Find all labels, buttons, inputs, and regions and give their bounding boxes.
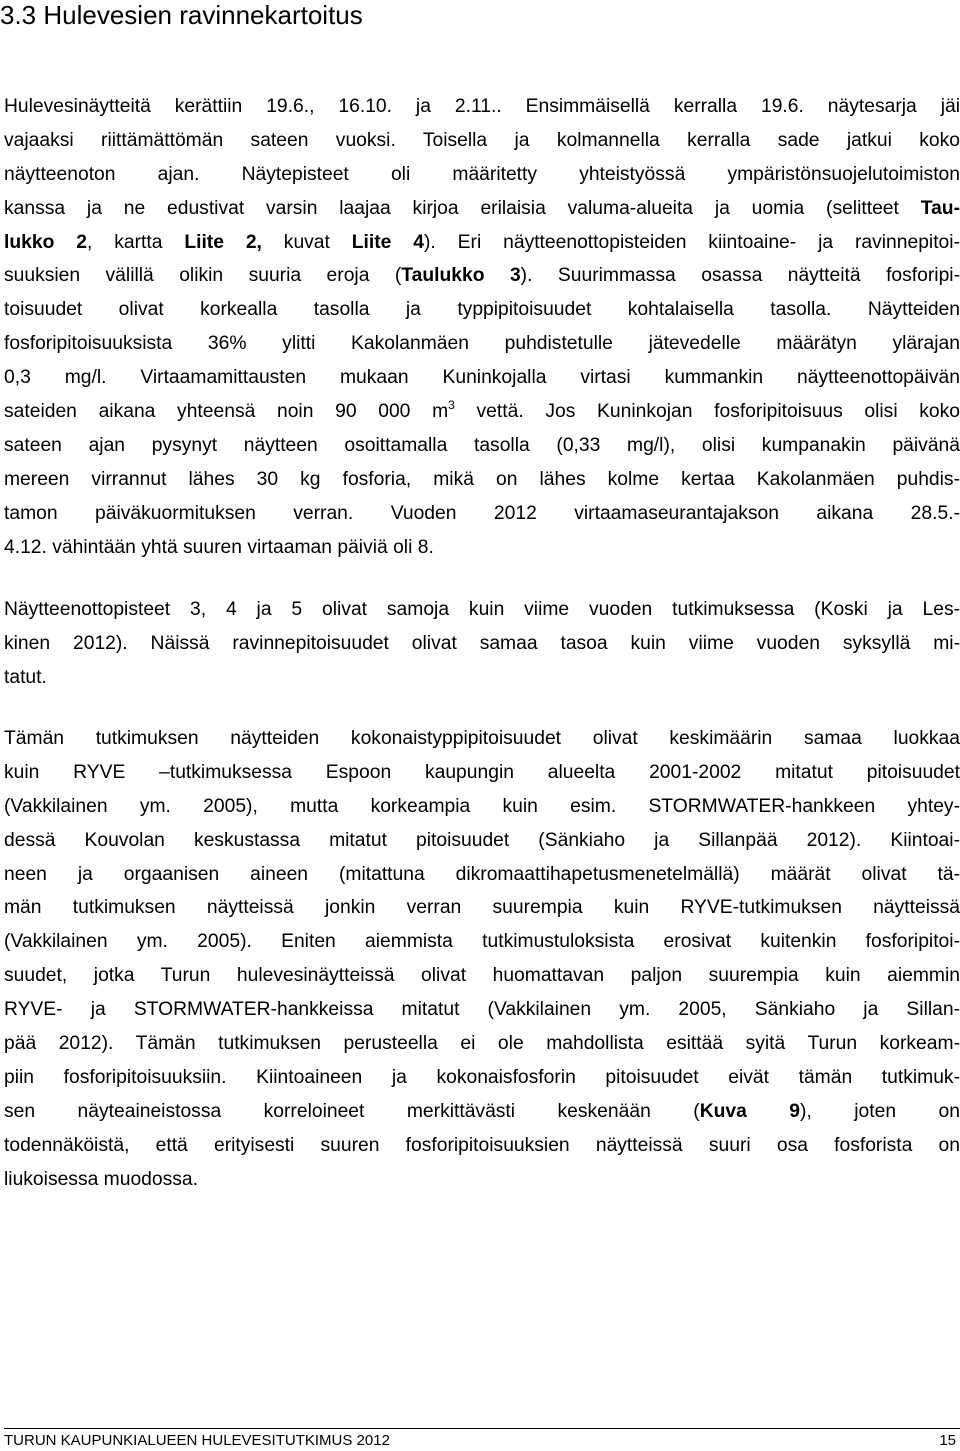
text-segment: piin fosforipitoisuuksiin. Kiintoaineen ja kokonaisfosforin pitoisuudet eivät tämän tutkimuk- bbox=[4, 1066, 960, 1088]
text-segment: , kartta bbox=[86, 231, 185, 253]
text-segment: Näytteenottopisteet 3, 4 ja 5 olivat samoja kuin viime vuoden tutkimuksessa (Koski ja Les- bbox=[4, 599, 960, 620]
text-segment: vettä. Jos Kuninkojan fosforipitoisuus olisi koko bbox=[454, 401, 960, 423]
text-segment: todennäköistä, että erityisesti suuren fosforipitoisuuksien näytteissä suuri osa fosforista on bbox=[4, 1134, 960, 1156]
section-heading: 3.3 Hulevesien ravinnekartoitus bbox=[0, 0, 363, 30]
bold-reference: Liite 4 bbox=[351, 231, 425, 253]
superscript: 3 bbox=[448, 398, 455, 413]
text-segment: fosforipitoisuuksista 36% ylitti Kakolanmäen puhdistetulle jätevedelle määrätyn ylärajan bbox=[4, 333, 960, 355]
text-line bbox=[4, 891, 960, 925]
text-segment: sen näyteaineistossa korreloineet merkittävästi keskenään ( bbox=[4, 1100, 700, 1122]
text-line bbox=[4, 361, 960, 395]
footer-title: TURUN KAUPUNKIALUEEN HULEVESITUTKIMUS 2012 bbox=[4, 1432, 390, 1449]
paragraph-sampling-points bbox=[4, 593, 960, 695]
paragraph-sampling bbox=[4, 90, 960, 564]
bold-reference: Kuva 9 bbox=[699, 1100, 801, 1122]
text-line bbox=[4, 259, 960, 293]
text-segment: tatut. bbox=[4, 666, 47, 688]
text-segment: dessä Kouvolan keskustassa mitatut pitoisuudet (Sänkiaho ja Sillanpää 2012). Kiintoai- bbox=[4, 829, 960, 851]
text-line bbox=[4, 158, 960, 192]
text-segment: liukoisessa muodossa. bbox=[4, 1168, 198, 1190]
bold-reference: Liite 2, bbox=[184, 231, 262, 253]
page-number: 15 bbox=[939, 1432, 956, 1449]
text-segment: tamon päiväkuormituksen verran. Vuoden 2012 virtaamaseurantajakson aikana 28.5.- bbox=[4, 502, 960, 524]
text-line bbox=[4, 790, 960, 824]
text-segment: Hulevesinäytteitä kerättiin 19.6., 16.10. ja 2.11.. Ensimmäisellä kerralla 19.6. näytesarja jäi bbox=[4, 96, 960, 117]
text-segment: 4.12. vähintään yhtä suuren virtaaman päiviä oli 8. bbox=[4, 536, 434, 558]
text-segment: suuksien välillä olikin suuria eroja ( bbox=[4, 265, 402, 287]
bold-reference: Taulukko 3 bbox=[401, 265, 521, 287]
text-segment: kuvat bbox=[261, 231, 352, 253]
text-line bbox=[4, 226, 960, 260]
text-line bbox=[4, 90, 960, 124]
text-line bbox=[4, 497, 960, 531]
text-line bbox=[4, 124, 960, 158]
text-segment: näytteenoton ajan. Näytepisteet oli määritetty yhteistyössä ympäristönsuojelutoimiston bbox=[4, 163, 960, 185]
text-line bbox=[4, 327, 960, 361]
text-line bbox=[4, 627, 960, 661]
text-line bbox=[4, 824, 960, 858]
text-segment: mereen virrannut lähes 30 kg fosforia, mikä on lähes kolme kertaa Kakolanmäen puhdis- bbox=[4, 468, 960, 490]
text-line bbox=[4, 1095, 960, 1129]
text-segment: (Vakkilainen ym. 2005), mutta korkeampia kuin esim. STORMWATER-hankkeen yhtey- bbox=[4, 795, 960, 817]
text-line bbox=[4, 722, 960, 756]
text-segment: neen ja orgaanisen aineen (mitattuna dikromaattihapetusmenetelmällä) määrät olivat tä- bbox=[4, 863, 960, 885]
text-line bbox=[4, 531, 960, 565]
text-line bbox=[4, 593, 960, 627]
bold-reference: Tau- bbox=[920, 197, 960, 219]
text-segment: suudet, jotka Turun hulevesinäytteissä olivat huomattavan paljon suurempia kuin aiemmin bbox=[4, 965, 960, 987]
text-line bbox=[4, 463, 960, 497]
text-segment: kuin RYVE –tutkimuksessa Espoon kaupungin alueelta 2001-2002 mitatut pitoisuudet bbox=[4, 761, 960, 783]
text-segment: sateen ajan pysynyt näytteen osoittamalla tasolla (0,33 mg/l), olisi kumpanakin päivänä bbox=[4, 434, 960, 456]
text-line bbox=[4, 959, 960, 993]
text-segment: RYVE- ja STORMWATER-hankkeissa mitatut (Vakkilainen ym. 2005, Sänkiaho ja Sillan- bbox=[4, 999, 960, 1021]
bold-reference: lukko 2 bbox=[4, 231, 87, 253]
text-segment: toisuudet olivat korkealla tasolla ja typpipitoisuudet kohtalaisella tasolla. Näytteiden bbox=[4, 299, 960, 321]
text-line bbox=[4, 1061, 960, 1095]
text-line bbox=[4, 1027, 960, 1061]
text-segment: sateiden aikana yhteensä noin 90 000 m bbox=[4, 401, 449, 423]
text-line bbox=[4, 293, 960, 327]
text-line bbox=[4, 925, 960, 959]
text-segment: ). Suurimmassa osassa näytteitä fosforipi- bbox=[520, 265, 960, 287]
text-line bbox=[4, 756, 960, 790]
text-segment: 0,3 mg/l. Virtaamamittausten mukaan Kuninkojalla virtasi kummankin näytteenottopäivän bbox=[4, 367, 960, 389]
text-segment: (Vakkilainen ym. 2005). Eniten aiemmista tutkimustuloksista erosivat kuitenkin fosforipitoi- bbox=[4, 931, 960, 953]
text-line bbox=[4, 858, 960, 892]
paragraph-comparison bbox=[4, 722, 960, 1196]
text-line bbox=[4, 993, 960, 1027]
text-segment: ), joten on bbox=[800, 1100, 960, 1122]
text-segment: ). Eri näytteenottopisteiden kiintoaine- ja ravinnepitoi- bbox=[424, 231, 960, 253]
text-segment: män tutkimuksen näytteissä jonkin verran suurempia kuin RYVE-tutkimuksen näytteissä bbox=[4, 897, 960, 919]
text-line bbox=[4, 661, 960, 695]
text-line bbox=[4, 429, 960, 463]
text-segment: pää 2012). Tämän tutkimuksen perusteella ei ole mahdollista esittää syitä Turun korkeam- bbox=[4, 1033, 960, 1055]
text-line bbox=[4, 1129, 960, 1163]
footer-divider bbox=[4, 1428, 960, 1429]
text-segment: vajaaksi riittämättömän sateen vuoksi. Toisella ja kolmannella kerralla sade jatkui koko bbox=[4, 129, 960, 151]
text-segment: Tämän tutkimuksen näytteiden kokonaistyppipitoisuudet olivat keskimäärin samaa luokkaa bbox=[4, 728, 960, 749]
text-segment: kanssa ja ne edustivat varsin laajaa kirjoa erilaisia valuma-alueita ja uomia (selitteet bbox=[4, 197, 921, 219]
text-line bbox=[4, 395, 960, 429]
text-line bbox=[4, 1163, 960, 1197]
text-segment: kinen 2012). Näissä ravinnepitoisuudet olivat samaa tasoa kuin viime vuoden syksyllä mi- bbox=[4, 632, 960, 654]
text-line bbox=[4, 192, 960, 226]
